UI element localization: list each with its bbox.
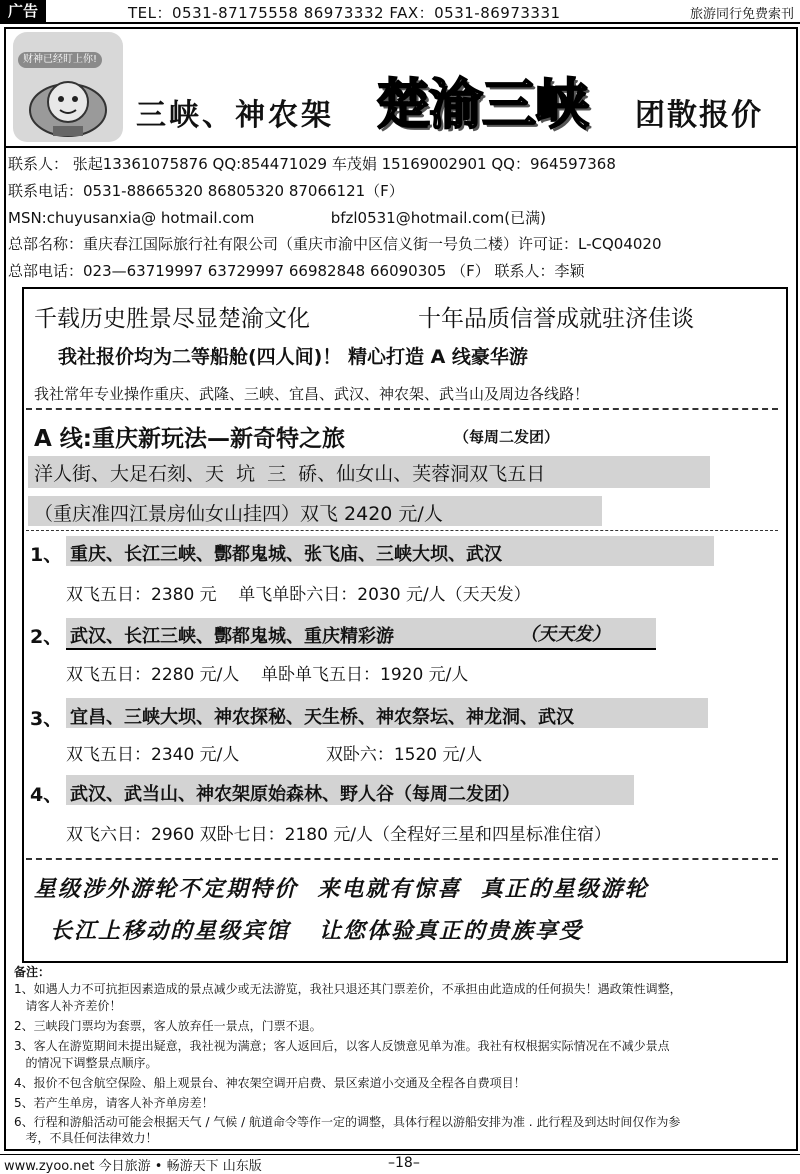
dash-divider-bottom (26, 858, 778, 860)
slogan-line-1: 星级涉外游轮不定期特价 来电就有惊喜 真正的星级游轮 (34, 876, 649, 902)
route-3-detail: 双飞五日：2340 元/人 双卧六：1520 元/人 (66, 745, 483, 765)
route-3-name: 宜昌、三峡大坝、神农探秘、天生桥、神农祭坛、神龙洞、武汉 (70, 707, 574, 728)
dash-divider-a (26, 530, 778, 531)
page-number: –18– (388, 1155, 420, 1171)
note-6a: 6、行程和游船活动可能会根据天气 / 气候 / 航道命令等作一定的调整，具体行程以游船安排为准 . 此行程及到达时间仅作为参 (14, 1115, 681, 1129)
route-4-detail: 双飞六日：2960 双卧七日：2180 元/人（全程好三星和四星标准住宿） (66, 825, 612, 845)
note-1a: 1、如遇人力不可抗拒因素造成的景点减少或无法游览，我社只退还其门票差价，不承担由此造成的任何损失！遇政策性调整， (14, 982, 682, 996)
route-1-detail: 双飞五日：2380 元 单飞单卧六日：2030 元/人（天天发） (66, 585, 531, 605)
logo-banner: 财神已经盯上你! (18, 52, 102, 68)
line-a-note: （每周二发团） (454, 428, 560, 446)
title-main: 楚渝三峡 (376, 72, 588, 136)
hq-name: 总部名称：重庆春江国际旅行社有限公司（重庆市渝中区信义街一号负二楼）许可证：L-CQ04020 (8, 235, 662, 253)
intro-right: 十年品质信誉成就驻济佳谈 (418, 306, 694, 332)
intro-routes: 我社常年专业操作重庆、武隆、三峡、宜昌、武汉、神农架、武当山及周边各线路！ (34, 385, 590, 403)
top-slogan: 旅游同行免费索刊 (689, 7, 794, 22)
line-a-desc: 洋人街、大足石刻、天 坑 三 硚、仙女山、芙蓉洞双飞五日 (34, 463, 546, 485)
note-2: 2、三峡段门票均为套票，客人放弃任一景点，门票不退。 (14, 1019, 322, 1033)
title-left: 三峡、神农架 (136, 98, 334, 133)
slogan-line-2: 长江上移动的星级宾馆 让您体验真正的贵族享受 (50, 918, 583, 944)
dash-divider-top (26, 408, 778, 410)
notes-title: 备注： (14, 965, 51, 979)
route-2-num: 2、 (30, 626, 63, 648)
route-2-extra: （天天发） (520, 624, 610, 645)
footer-site: www.zyoo.net 今日旅游 • 畅游天下 山东版 (4, 1159, 262, 1174)
line-a-title: A 线:重庆新玩法—新奇特之旅 (34, 426, 346, 452)
mascot-logo (13, 32, 123, 142)
route-4-name: 武汉、武当山、神农架原始森林、野人谷（每周二发团） (70, 784, 520, 805)
header-divider (4, 146, 796, 148)
note-6b: 考，不具任何法律效力！ (14, 1131, 158, 1145)
route-2-detail: 双飞五日：2280 元/人 单卧单飞五日：1920 元/人 (66, 665, 469, 685)
note-3b: 的情况下调整景点顺序。 (14, 1056, 158, 1070)
route-1-name: 重庆、长江三峡、酆都鬼城、张飞庙、三峡大坝、武汉 (70, 544, 502, 565)
line-a-price: （重庆准四江景房仙女山挂四）双飞 2420 元/人 (34, 503, 443, 525)
note-1b: 请客人补齐差价！ (14, 999, 122, 1013)
note-4: 4、报价不包含航空保险、船上观景台、神农架空调开启费、景区索道小交通及全程各自费项目！ (14, 1076, 526, 1090)
note-5: 5、若产生单房，请客人补齐单房差！ (14, 1096, 214, 1110)
route-2-name: 武汉、长江三峡、酆都鬼城、重庆精彩游 (70, 626, 394, 647)
ad-label: 广告 (0, 0, 46, 22)
mascot-icon (13, 32, 123, 142)
note-3a: 3、客人在游览期间未提出疑意，我社视为满意；客人返回后，以客人反馈意见单为准。我社有权根据实际情况在不减少景点 (14, 1039, 670, 1053)
top-contact-line: TEL：0531-87175558 86973332 FAX：0531-86973331 (128, 4, 561, 22)
route-3-num: 3、 (30, 708, 63, 730)
route-1-num: 1、 (30, 544, 63, 566)
title-right: 团散报价 (635, 98, 763, 133)
contact-msn: MSN:chuyusanxia@ hotmail.com bfzl0531@hotmail.com(已满) (8, 209, 546, 227)
contact-people: 联系人： 张起13361075876 QQ:854471029 车茂娟 15169002901 QQ：964597368 (8, 155, 616, 173)
intro-left: 千载历史胜景尽显楚渝文化 (34, 306, 310, 332)
intro-cabin: 我社报价均为二等船舱(四人间)！ 精心打造 A 线豪华游 (58, 346, 528, 368)
hq-phone: 总部电话：023—63719997 63729997 66982848 66090305 （F） 联系人：李颖 (8, 262, 585, 280)
route-4-num: 4、 (30, 784, 63, 806)
contact-phone: 联系电话：0531-88665320 86805320 87066121（F） (8, 182, 404, 200)
